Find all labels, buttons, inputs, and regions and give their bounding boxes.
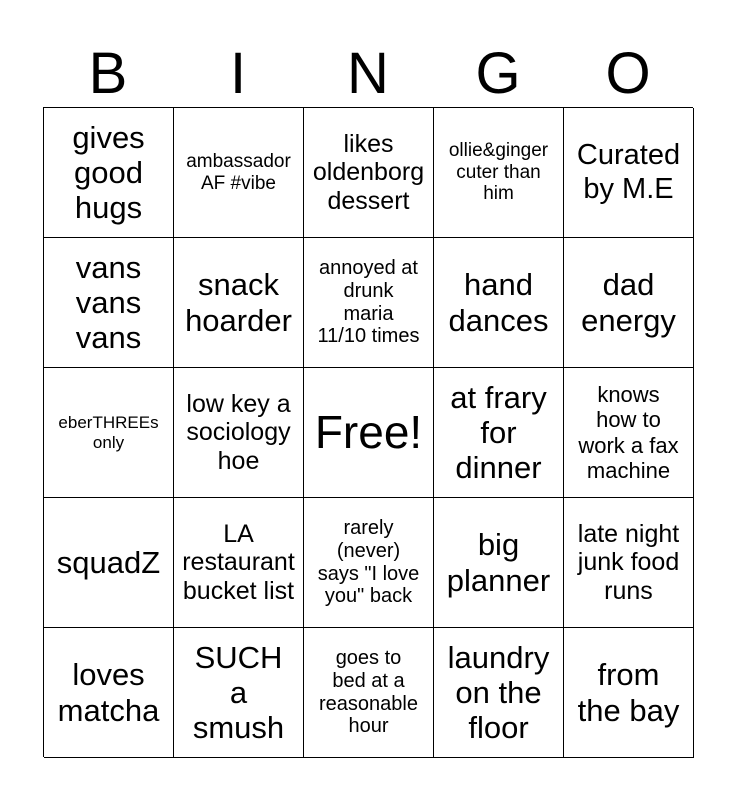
bingo-cell[interactable] [564, 368, 694, 498]
cell-text: at frary for dinner [450, 379, 547, 486]
header-letter-g: G [475, 41, 521, 106]
header-letter-i: I [229, 41, 247, 106]
bingo-cell[interactable] [564, 108, 694, 238]
header-letter-n: N [347, 41, 389, 106]
cell-text: ollie&ginger cuter than him [448, 140, 549, 205]
bingo-cell[interactable] [44, 238, 174, 368]
bingo-cell[interactable] [434, 238, 564, 368]
free-space-text: Free! [314, 406, 423, 459]
bingo-cell[interactable] [564, 238, 694, 368]
cell-text: loves matcha [57, 657, 160, 728]
bingo-cell[interactable] [174, 238, 304, 368]
bingo-cell[interactable] [174, 498, 304, 628]
bingo-cell[interactable] [304, 498, 434, 628]
free-space-cell[interactable] [304, 368, 434, 498]
bingo-cell[interactable] [564, 628, 694, 758]
cell-text: late night junk food runs [577, 519, 680, 605]
cell-text: low key a sociology hoe [186, 389, 291, 475]
header-letter-b: B [88, 41, 128, 106]
cell-text: goes to bed at a reasonable hour [319, 646, 418, 738]
cell-text: squadZ [56, 544, 161, 580]
cell-text: from the bay [577, 657, 680, 728]
cell-text: gives good hugs [72, 119, 145, 226]
cell-text: knows how to work a fax machine [578, 382, 679, 483]
cell-text: big planner [446, 527, 551, 598]
bingo-cell[interactable] [564, 498, 694, 628]
cell-text: hand dances [448, 267, 549, 338]
cell-text: SUCH a smush [192, 639, 285, 746]
cell-text: annoyed at drunk maria 11/10 times [317, 256, 420, 348]
bingo-cell[interactable] [174, 368, 304, 498]
cell-text: vans vans vans [75, 249, 142, 356]
cell-text: LA restaurant bucket list [182, 519, 295, 605]
bingo-cell[interactable] [44, 368, 174, 498]
bingo-cell[interactable] [434, 498, 564, 628]
bingo-cell[interactable] [434, 368, 564, 498]
bingo-cell[interactable] [174, 108, 304, 238]
cell-text: rarely (never) says "I love you" back [317, 516, 420, 608]
cell-text: likes oldenborg dessert [312, 129, 425, 215]
bingo-cell[interactable] [44, 498, 174, 628]
bingo-grid [43, 107, 693, 757]
bingo-cell[interactable] [304, 628, 434, 758]
cell-text: laundry on the floor [447, 639, 550, 746]
bingo-cell[interactable] [44, 108, 174, 238]
bingo-cell[interactable] [304, 108, 434, 238]
header-letter-o: O [605, 41, 651, 106]
bingo-cell[interactable] [434, 628, 564, 758]
bingo-cell[interactable] [44, 628, 174, 758]
bingo-cell[interactable] [434, 108, 564, 238]
bingo-cell[interactable] [174, 628, 304, 758]
cell-text: ambassador AF #vibe [186, 150, 291, 194]
cell-text: eberTHREEs only [58, 413, 159, 452]
cell-text: snack hoarder [185, 267, 292, 338]
cell-text: dad energy [581, 267, 676, 338]
cell-text: Curated by M.E [576, 139, 681, 205]
bingo-cell[interactable] [304, 238, 434, 368]
bingo-header [43, 40, 693, 108]
